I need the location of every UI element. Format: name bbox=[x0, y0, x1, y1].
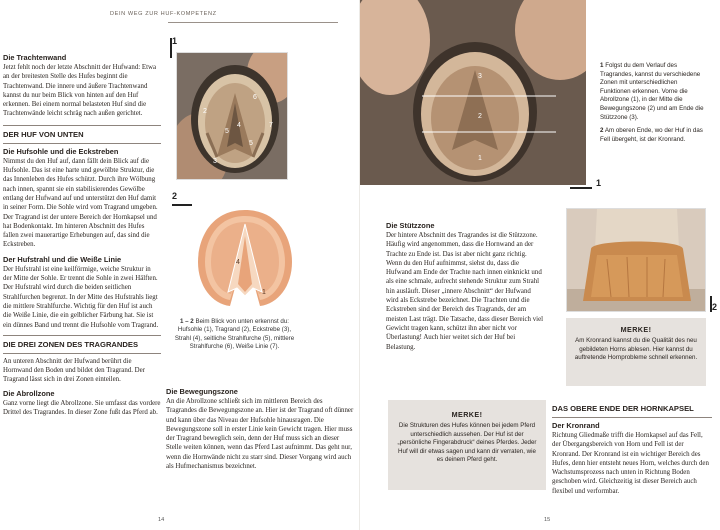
section-rule bbox=[3, 353, 161, 354]
heading-stuetzzone: Die Stützzone bbox=[386, 221, 435, 230]
stuetzzone-column bbox=[386, 218, 544, 352]
figure-1-marker bbox=[170, 38, 172, 58]
figure-1-label: 4 bbox=[237, 122, 241, 129]
para-stuetzzone: Der hintere Abschnitt des Tragrandes ist die Stützzone. Häufig wird angenommen, dass die Hornwand an der Trachte zu Ende ist. Das ist aber nicht ganz richtig. Wenn du den Huf aufnimmst, siehst du, dass die Hufwand am Ende der Trachte nach innen einknickt und als eine schmale, aufrecht stehende Struktur zum Strahl hin ausläuft. Dieser „innere Abschnitt“ der Hufwand wird als Eckstrebe bezeichnet. Die Trachten und die Eckstreben sind der Bereich des Tragrands, der am meisten Last trägt. Die Tatsache, dass dieser Bereich viel Gewicht tragen kann, schützt ihn aber nicht vor Überlastung! Auch hier weitet sich der Huf bei Belastung. bbox=[386, 232, 544, 351]
heading-huf-unten: DER HUF VON UNTEN bbox=[3, 129, 84, 139]
side-note-1 bbox=[600, 62, 708, 122]
figure-1-label: 2 bbox=[203, 108, 207, 115]
figure-r2-number: 2 bbox=[712, 302, 718, 312]
para-bewegungszone: An die Abrollzone schließt sich im mittleren Bereich des Tragrandes die Bewegungszone an. Hier ist der Tragrand oft dünner und kann über das Niveau der Hufsohle hinausragen. Die Bewegungszone soll in erster Linie kein Gewicht tragen. Hier muss der Tragrand beweglich sein, denn der Huf muss sich an dieser Stelle weiten können, wenn das Pferd Last aufnimmt. Das geht nur, wenn die Hornwände nicht zu starr sind. Dieser Vorgang wird auch als Hufmechanismus bezeichnet. bbox=[166, 398, 354, 471]
figure-1-label: 3 bbox=[213, 158, 217, 165]
kronrand-column bbox=[552, 400, 712, 496]
figure-zone-label: 2 bbox=[478, 113, 482, 120]
figure-2-label: 1 bbox=[262, 289, 266, 296]
merke-text: Die Strukturen des Hufes können bei jedem Pferd unterschiedlich aussehen. Der Huf ist der „persönliche Fingerabdruck“ deines Pferdes. Jeder Huf will dir etwas sagen und kann dir verraten, wie es deinem Pferd geht. bbox=[397, 422, 537, 464]
side-notes bbox=[600, 62, 708, 144]
figure-zone-label: 1 bbox=[478, 155, 482, 162]
side-note-2-text: Am oberen Ende, wo der Huf in das Fell übergeht, ist der Kronrand. bbox=[600, 127, 703, 143]
hoof-zones-photo bbox=[360, 0, 586, 185]
merke-box-kronrand bbox=[566, 318, 706, 386]
left-text-column bbox=[3, 50, 161, 417]
hoof-sole-photo bbox=[176, 52, 288, 180]
caption-ref: 1 – 2 bbox=[179, 318, 194, 325]
running-head: DEIN WEG ZUR HUF-KOMPETENZ bbox=[110, 11, 217, 17]
section-rule bbox=[3, 125, 161, 126]
figure-1-number: 1 bbox=[172, 36, 178, 46]
heading-kronrand: Der Kronrand bbox=[552, 421, 600, 430]
figure-r1-number: 1 bbox=[596, 178, 602, 188]
side-note-1-text: Folgst du dem Verlauf des Tragrandes, kannst du verschiedene Zonen mit unterschiedlichen Funktionen erkennen. Vorne die Abrollzone (1), in der Mitte die Bewegungszone (2) und am Ende die Stützzone (3). bbox=[600, 62, 704, 121]
figure-2-marker bbox=[172, 204, 192, 206]
figure-1-label: 6 bbox=[253, 94, 257, 101]
figure-2-label: 4 bbox=[236, 259, 240, 266]
figure-1-label: 5 bbox=[225, 128, 229, 135]
figure-1-label: 7 bbox=[269, 122, 273, 129]
heading-drei-zonen: DIE DREI ZONEN DES TRAGRANDES bbox=[3, 339, 139, 349]
figure-1-label: 5 bbox=[249, 140, 253, 147]
caption-text: Beim Blick von unten erkennst du: Hufsohle (1), Tragrand (2), Eckstrebe (3), Strahl (4), seitliche Strahlfurche (5), mittlere Strahlfurche (6), Weiße Linie (7). bbox=[174, 318, 295, 351]
para-drei-zonen: An unteren Abschnitt der Hufwand berührt die Hornwand den Boden und bildet den Tragrand. Der Tragrand lässt sich in drei Zonen einteilen. bbox=[3, 357, 145, 384]
bewegungszone-column bbox=[166, 384, 354, 471]
page-number-right: 15 bbox=[544, 517, 551, 523]
heading-trachtenwand: Die Trachtenwand bbox=[3, 53, 67, 62]
side-note-2 bbox=[600, 127, 708, 144]
section-rule bbox=[552, 417, 712, 418]
merke-text: Am Kronrand kannst du die Qualität des neu gebildeten Horns ablesen. Hier kannst du auftretende Hornprobleme schnell erkennen. bbox=[574, 337, 698, 362]
para-trachtenwand: Jetzt fehlt noch der letzte Abschnitt der Hufwand: Etwa an der breitesten Stelle des Hufes beginnt die Trachtenwand. Die innere und äußere Trachtenwand kannst du nur beim Blick von hinten auf den Huf erkennen. Bei einem normal belasteten Huf sind die Trachtenwände leicht schräg nach außen gerichtet. bbox=[3, 64, 157, 118]
hoof-zones-illustration bbox=[360, 0, 586, 185]
merke-box-strukturen bbox=[388, 400, 546, 490]
merke-title: MERKE! bbox=[451, 410, 483, 419]
heading-hufsohle: Die Hufsohle und die Eckstreben bbox=[3, 146, 119, 156]
side-note-2-num: 2 bbox=[600, 127, 604, 135]
figure-r1-marker bbox=[570, 187, 592, 189]
para-hufsohle: Nimmst du den Huf auf, dann fällt dein Blick auf die Hufsohle. Das ist eine harte und gewölbte Struktur, die das Innenleben des Hufes schützt. Durch ihre Wölbung nach innen, spannt sie ein stabilisierendes Gewölbe entlang der Hufwand auf und unterstützt den Huf damit in seiner Form. Die Sohle wird vom Tragrand umgeben. Der Tragrand ist der untere Bereich der Hornkapsel und hat Bodenkontakt. Im hinteren Abschnitt des Hufes fallen zwei mauerartige Erhebungen auf, das sind die Eckstreben. bbox=[3, 157, 158, 249]
coronet-illustration bbox=[567, 209, 706, 312]
hoof-diagram-illustration bbox=[190, 206, 300, 310]
coronet-photo bbox=[566, 208, 706, 312]
hoof-sole-illustration bbox=[177, 53, 288, 180]
heading-hufstrahl: Der Hufstrahl und die Weiße Linie bbox=[3, 254, 122, 264]
figure-2-number: 2 bbox=[172, 191, 178, 201]
para-abrollzone: Ganz vorne liegt die Abrollzone. Sie umfasst das vordere Drittel des Tragrandes. In dieser Zone fußt das Pferd ab. bbox=[3, 399, 161, 417]
side-note-1-num: 1 bbox=[600, 62, 604, 69]
para-kronrand: Richtung Gliedmaße trifft die Hornkapsel auf das Fell, der Übergangsbereich von Horn und Fell ist der Kronrand. Der Kronrand ist ein wichtiger Bereich des Hufes, denn hier entsteht neues Horn, welches durch den Wachstumsprozess nach unten in Richtung Boden geschoben wird. Gleichzeitig ist dieser Bereich auch flexibel und verformbar. bbox=[552, 432, 709, 495]
figure-zone-label: 3 bbox=[478, 73, 482, 80]
merke-title: MERKE! bbox=[620, 325, 652, 334]
right-page bbox=[360, 0, 720, 530]
running-head-rule bbox=[168, 22, 338, 23]
hoof-diagram bbox=[190, 206, 300, 310]
section-rule bbox=[3, 143, 161, 144]
figure-caption bbox=[172, 318, 297, 352]
heading-obere-ende: DAS OBERE ENDE DER HORNKAPSEL bbox=[552, 404, 694, 413]
para-hufstrahl: Der Hufstrahl ist eine keilförmige, weiche Struktur in der Mitte der Sohle. Er trennt die Sohle in zwei Hälften. Der Hufstrahl wird durch die beiden seitlichen Strahlfurchen begrenzt. In der Mitte des Hufstrahls liegt die mittlere Strahlfurche. Wichtig für den Huf ist auch die Weiße Linie, die ein gelblicher Färbung hat. Sie ist ein dünnes Band und trennt die Hufsohle vom Tragrand. bbox=[3, 265, 159, 329]
heading-bewegungszone: Die Bewegungszone bbox=[166, 387, 238, 396]
section-rule bbox=[3, 335, 161, 336]
page-number-left: 14 bbox=[158, 517, 165, 523]
heading-abrollzone: Die Abrollzone bbox=[3, 388, 55, 398]
